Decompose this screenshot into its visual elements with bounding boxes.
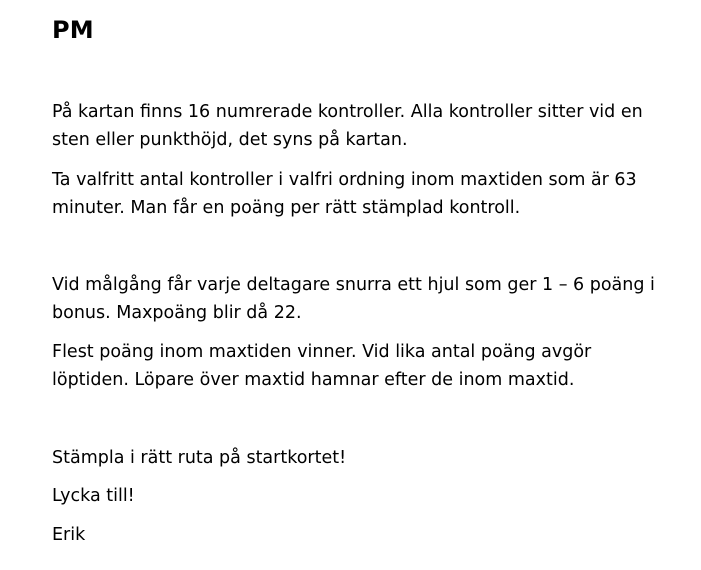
paragraph-stamp-note xyxy=(52,444,662,472)
paragraph-line: Stämpla i rätt ruta på startkortet! xyxy=(52,448,347,468)
paragraph-line: sten eller punkthöjd, det syns på kartan. xyxy=(52,130,408,150)
paragraph-signature xyxy=(52,521,662,549)
paragraph-line: Flest poäng inom maxtiden vinner. Vid lika antal poäng avgör xyxy=(52,342,592,362)
paragraph-rules xyxy=(52,166,662,222)
paragraph-good-luck xyxy=(52,482,662,510)
paragraph-line: Lycka till! xyxy=(52,486,135,506)
signature-text: Erik xyxy=(52,525,86,545)
paragraph-line: Ta valfritt antal kontroller i valfri ordning inom maxtiden som är 63 xyxy=(52,170,637,190)
paragraph-line: minuter. Man får en poäng per rätt stämplad kontroll. xyxy=(52,198,521,218)
paragraph-winner xyxy=(52,338,662,394)
paragraph-line: Vid målgång får varje deltagare snurra ett hjul som ger 1 – 6 poäng i xyxy=(52,275,655,295)
paragraph-line: bonus. Maxpoäng blir då 22. xyxy=(52,303,302,323)
page-title: PM xyxy=(52,16,94,44)
paragraph-line: På kartan finns 16 numrerade kontroller. Alla kontroller sitter vid en xyxy=(52,102,643,122)
paragraph-line: löptiden. Löpare över maxtid hamnar efter de inom maxtid. xyxy=(52,370,575,390)
paragraph-bonus xyxy=(52,271,662,327)
paragraph-controls-info xyxy=(52,98,662,154)
